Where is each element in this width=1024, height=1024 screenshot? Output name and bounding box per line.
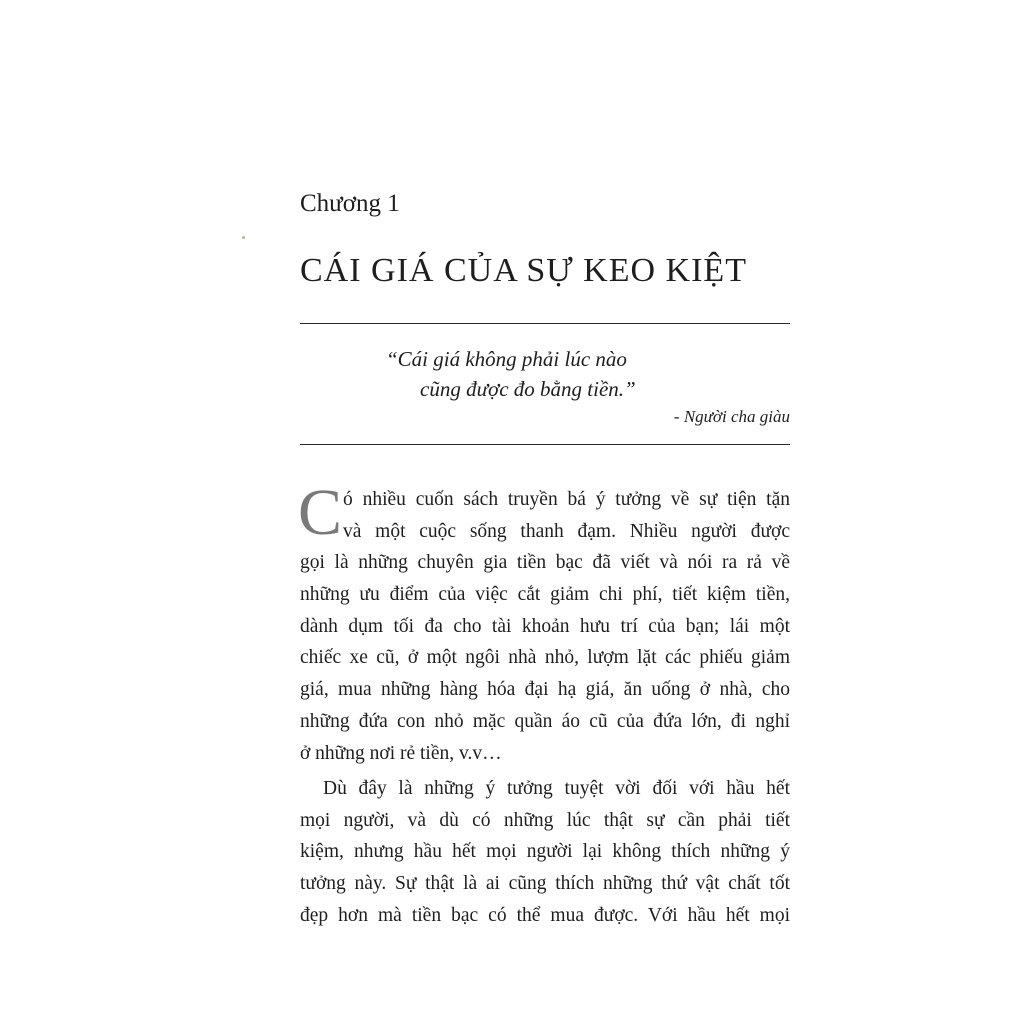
body-line: những ưu điểm của việc cắt giảm chi phí, tiết kiệm tiền, <box>300 584 790 606</box>
body-line: tưởng này. Sự thật là ai cũng thích những thứ vật chất tốt <box>300 873 790 895</box>
body-line: và một cuộc sống thanh đạm. Nhiều người được <box>343 520 790 542</box>
body-line: gọi là những chuyên gia tiền bạc đã viết và nói ra rả về <box>300 552 790 574</box>
body-line: đẹp hơn mà tiền bạc có thể mua được. Với hầu hết mọi <box>300 904 790 926</box>
body-line: những đứa con nhỏ mặc quần áo cũ của đứa lớn, đi nghỉ <box>300 710 790 732</box>
body-line: dành dụm tối đa cho tài khoản hưu trí của bạn; lái một <box>300 615 790 637</box>
body-line: Dù đây là những ý tưởng tuyệt vời đối với hầu hết <box>323 778 790 799</box>
body-line: mọi người, và dù có những lúc thật sự cần phải tiết <box>300 809 790 831</box>
body-line: giá, mua những hàng hóa đại hạ giá, ăn uống ở nhà, cho <box>300 679 790 701</box>
epigraph-author: - Người cha giàu <box>673 407 790 426</box>
drop-cap: C <box>298 476 343 549</box>
paragraph-1 <box>298 476 790 769</box>
epigraph-top-divider <box>300 323 790 324</box>
chapter-label: Chương 1 <box>300 190 400 217</box>
body-line: ở những nơi rẻ tiền, v.v… <box>300 742 502 764</box>
body-line: chiếc xe cũ, ở một ngôi nhà nhỏ, lượm lặt các phiếu giảm <box>300 647 790 669</box>
chapter-title: CÁI GIÁ CỦA SỰ KEO KIỆT <box>300 252 747 289</box>
body-line: ó nhiều cuốn sách truyền bá ý tưởng về sự tiện tặn <box>343 489 790 510</box>
epigraph-line-2: cũng được đo bằng tiền.” <box>420 377 636 401</box>
epigraph-bottom-divider <box>300 444 790 445</box>
body-line: kiệm, nhưng hầu hết mọi người lại không thích những ý <box>300 841 790 863</box>
paper-speck <box>242 236 245 239</box>
epigraph-line-1: “Cái giá không phải lúc nào <box>386 347 627 371</box>
paragraph-2 <box>300 773 790 931</box>
